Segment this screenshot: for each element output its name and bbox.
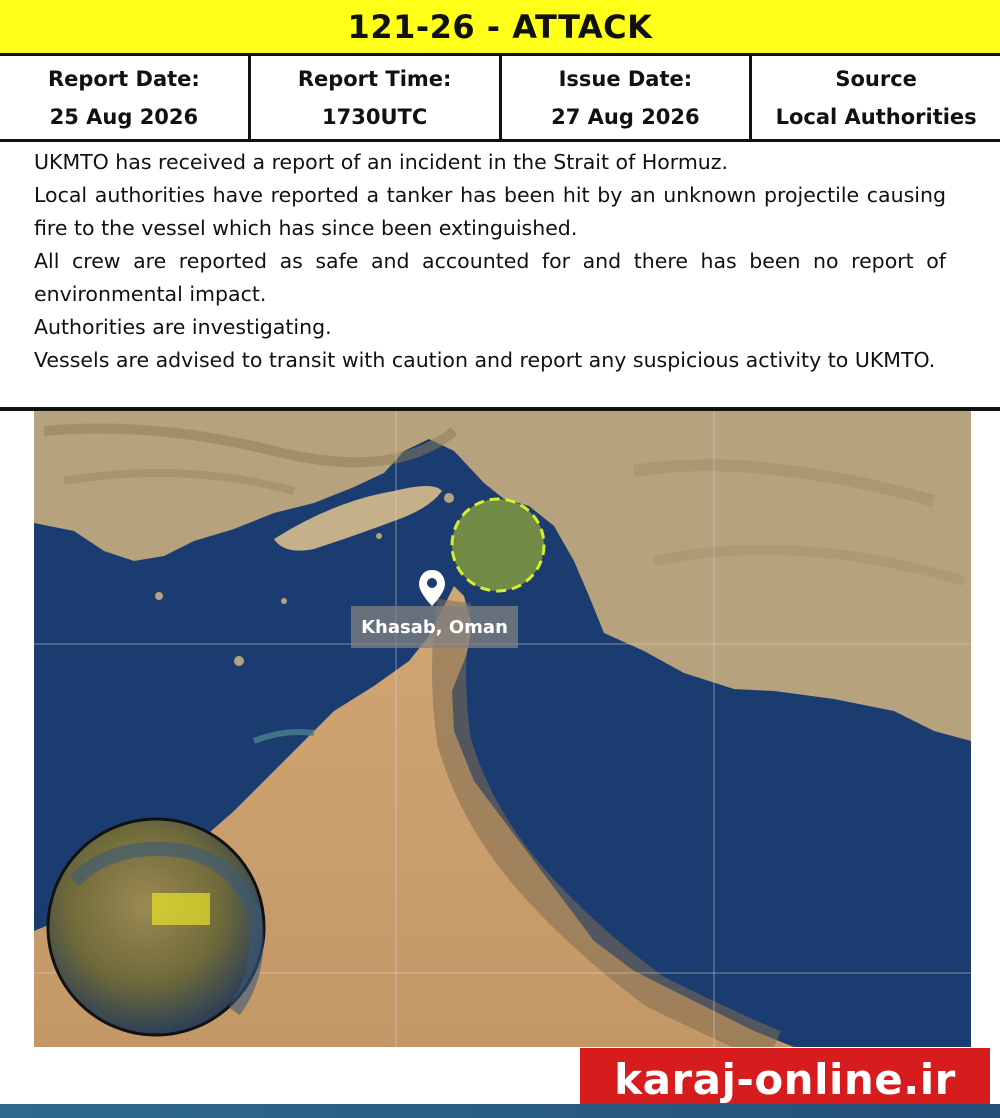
report-time-label: Report Time:: [297, 66, 452, 91]
report-time-value: 1730UTC: [322, 104, 428, 129]
report-paragraph: Authorities are investigating.: [34, 315, 332, 339]
report-date-label: Report Date:: [47, 66, 200, 91]
source-value: Local Authorities: [775, 104, 977, 129]
map-canvas: [34, 411, 971, 1047]
island: [234, 656, 244, 666]
report-paragraph: All crew are reported as safe and accounted for and there has been no report of environmental impact.: [34, 249, 946, 306]
report-time-cell: [251, 56, 502, 139]
source-cell: [752, 56, 1000, 139]
report-body: [34, 146, 946, 377]
report-paragraph: Local authorities have reported a tanker has been hit by an unknown projectile causing fire to the vessel which has since been extinguished.: [34, 183, 946, 240]
source-label: Source: [835, 66, 917, 91]
inset-highlight-box: [152, 893, 210, 925]
island: [444, 493, 454, 503]
island: [376, 533, 382, 539]
bottom-strip: [0, 1104, 1000, 1118]
inset-globe: [48, 819, 264, 1035]
issue-date-label: Issue Date:: [558, 66, 693, 91]
issue-date-cell: [502, 56, 753, 139]
issue-date-value: 27 Aug 2026: [551, 104, 700, 129]
report-paragraph: UKMTO has received a report of an incident in the Strait of Hormuz.: [34, 150, 729, 174]
report-date-cell: [0, 56, 251, 139]
watermark-logo: karaj-online.ir: [580, 1048, 990, 1110]
island: [155, 592, 163, 600]
island: [281, 598, 287, 604]
report-paragraph: Vessels are advised to transit with caution and report any suspicious activity to UKMTO.: [34, 348, 936, 372]
satellite-map: [34, 411, 971, 1047]
report-title: 121-26 - ATTACK: [0, 0, 1000, 56]
report-date-value: 25 Aug 2026: [49, 104, 199, 129]
report-meta-table: [0, 56, 1000, 142]
incident-zone-circle: [452, 499, 544, 591]
location-label: Khasab, Oman: [351, 606, 518, 648]
